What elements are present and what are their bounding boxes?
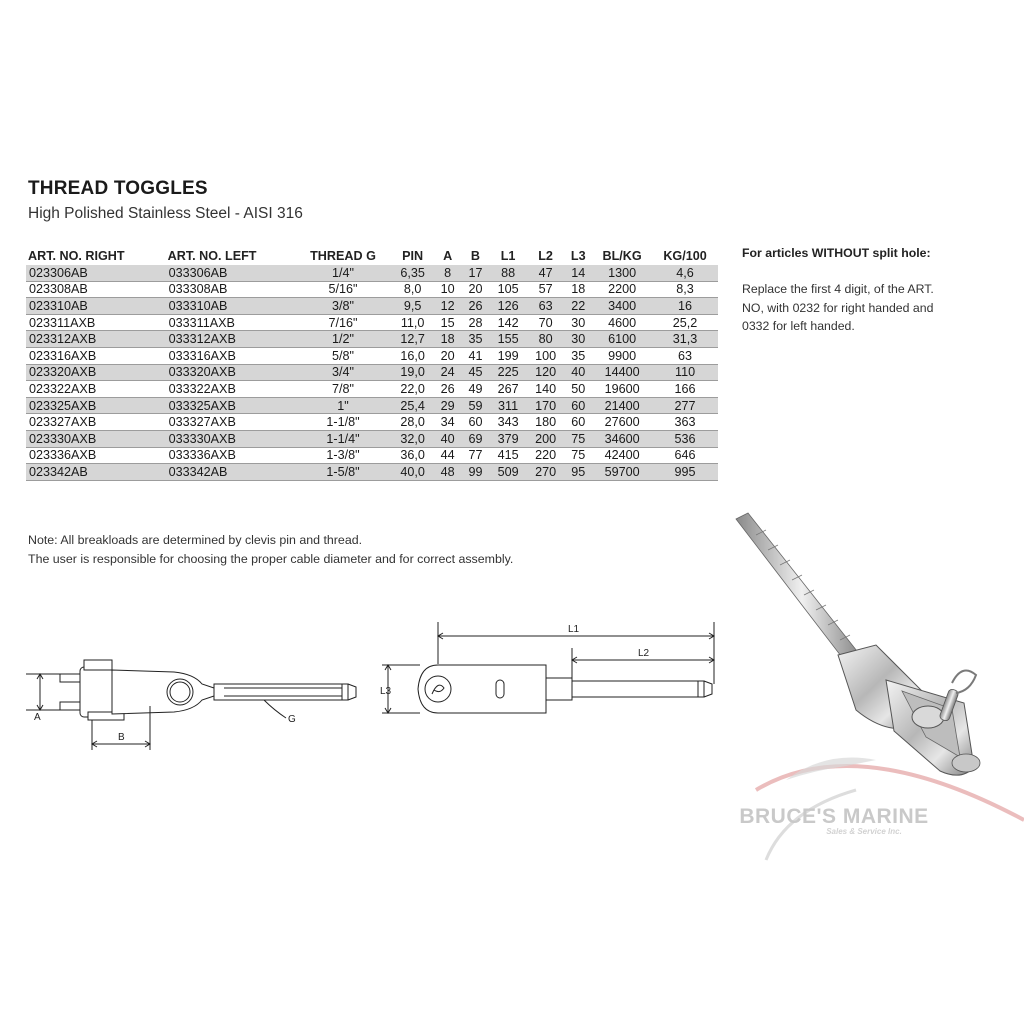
table-row — [26, 347, 718, 364]
table-cell: 11,0 — [391, 314, 433, 331]
table-cell: 1/4" — [295, 265, 392, 281]
brand-watermark-name: BRUCE'S MARINE — [739, 805, 929, 828]
header-row — [26, 246, 718, 265]
table-cell: 15 — [434, 314, 462, 331]
table-cell: 19600 — [592, 381, 652, 398]
table-cell: 033342AB — [166, 464, 295, 481]
table-cell: 20 — [434, 347, 462, 364]
table-row — [26, 430, 718, 447]
table-cell: 311 — [489, 397, 527, 414]
table-cell: 16 — [652, 298, 718, 315]
col-bl-kg: BL/KG — [602, 248, 642, 263]
table-cell: 12 — [434, 298, 462, 315]
table-cell: 88 — [489, 265, 527, 281]
col-thread-g: THREAD G — [310, 248, 376, 263]
table-cell: 32,0 — [391, 430, 433, 447]
table-row — [26, 298, 718, 315]
table-cell: 033325AXB — [166, 397, 295, 414]
table-cell: 22,0 — [391, 381, 433, 398]
toggle-body — [838, 645, 980, 775]
table-cell: 1/2" — [295, 331, 392, 348]
table-cell: 033336AXB — [166, 447, 295, 464]
table-cell: 80 — [527, 331, 565, 348]
table-cell: 267 — [489, 381, 527, 398]
table-cell: 5/16" — [295, 281, 392, 298]
col-art-no-left: ART. NO. LEFT — [167, 248, 257, 263]
table-cell: 18 — [564, 281, 592, 298]
table-cell: 023342AB — [26, 464, 166, 481]
table-cell: 10 — [434, 281, 462, 298]
table-cell: 63 — [527, 298, 565, 315]
table-cell: 95 — [564, 464, 592, 481]
table-cell: 105 — [489, 281, 527, 298]
table-cell: 033312AXB — [166, 331, 295, 348]
table-cell: 023325AXB — [26, 397, 166, 414]
table-cell: 180 — [527, 414, 565, 431]
table-cell: 20 — [462, 281, 490, 298]
table-cell: 3/4" — [295, 364, 392, 381]
table-cell: 26 — [462, 298, 490, 315]
table-cell: 033327AXB — [166, 414, 295, 431]
spec-table-body — [26, 265, 718, 480]
table-cell: 220 — [527, 447, 565, 464]
threaded-stud — [736, 513, 868, 673]
table-cell: 45 — [462, 364, 490, 381]
sidebar-text — [742, 280, 992, 336]
table-cell: 6100 — [592, 331, 652, 348]
brand-watermark-tagline: Sales & Service Inc. — [826, 827, 902, 836]
table-cell: 40 — [434, 430, 462, 447]
notes — [28, 531, 513, 569]
table-cell: 59 — [462, 397, 490, 414]
side-view-drawing — [24, 640, 374, 760]
table-cell: 42400 — [592, 447, 652, 464]
col-a: A — [443, 248, 453, 263]
table-cell: 25,2 — [652, 314, 718, 331]
table-cell: 023306AB — [26, 265, 166, 281]
col-b: B — [470, 248, 480, 263]
table-cell: 1-1/8" — [295, 414, 392, 431]
table-cell: 100 — [527, 347, 565, 364]
table-cell: 75 — [564, 447, 592, 464]
table-cell: 75 — [564, 430, 592, 447]
table-cell: 023320AXB — [26, 364, 166, 381]
table-cell: 9,5 — [391, 298, 433, 315]
sidebar-line: 0332 for left handed. — [742, 319, 855, 333]
table-cell: 3400 — [592, 298, 652, 315]
table-cell: 023308AB — [26, 281, 166, 298]
table-cell: 40,0 — [391, 464, 433, 481]
table-cell: 1-3/8" — [295, 447, 392, 464]
table-cell: 48 — [434, 464, 462, 481]
table-cell: 49 — [462, 381, 490, 398]
col-pin: PIN — [402, 248, 424, 263]
table-cell: 99 — [462, 464, 490, 481]
table-row — [26, 331, 718, 348]
table-cell: 3/8" — [295, 298, 392, 315]
table-cell: 69 — [462, 430, 490, 447]
table-cell: 31,3 — [652, 331, 718, 348]
table-cell: 4,6 — [652, 265, 718, 281]
table-cell: 25,4 — [391, 397, 433, 414]
table-cell: 536 — [652, 430, 718, 447]
table-cell: 142 — [489, 314, 527, 331]
table-cell: 28 — [462, 314, 490, 331]
table-cell: 363 — [652, 414, 718, 431]
col-kg-100: KG/100 — [663, 248, 707, 263]
table-cell: 023316AXB — [26, 347, 166, 364]
table-cell: 033310AB — [166, 298, 295, 315]
table-cell: 1-5/8" — [295, 464, 392, 481]
table-cell: 170 — [527, 397, 565, 414]
table-cell: 59700 — [592, 464, 652, 481]
table-row — [26, 265, 718, 281]
table-cell: 17 — [462, 265, 490, 281]
page-title: THREAD TOGGLES — [28, 178, 208, 199]
table-cell: 343 — [489, 414, 527, 431]
table-cell: 16,0 — [391, 347, 433, 364]
table-cell: 22 — [564, 298, 592, 315]
table-cell: 033330AXB — [166, 430, 295, 447]
table-row — [26, 281, 718, 298]
table-row — [26, 414, 718, 431]
table-cell: 63 — [652, 347, 718, 364]
table-cell: 26 — [434, 381, 462, 398]
page-subtitle: High Polished Stainless Steel - AISI 316 — [28, 205, 303, 222]
note-line: Note: All breakloads are determined by clevis pin and thread. — [28, 533, 363, 547]
note-line: The user is responsible for choosing the proper cable diameter and for correct assembly. — [28, 552, 514, 566]
table-cell: 27600 — [592, 414, 652, 431]
table-cell: 14400 — [592, 364, 652, 381]
table-cell: 21400 — [592, 397, 652, 414]
table-cell: 270 — [527, 464, 565, 481]
table-cell: 023322AXB — [26, 381, 166, 398]
table-cell: 14 — [564, 265, 592, 281]
brand-watermark — [724, 805, 944, 836]
table-cell: 4600 — [592, 314, 652, 331]
table-row — [26, 447, 718, 464]
table-cell: 60 — [564, 397, 592, 414]
table-cell: 225 — [489, 364, 527, 381]
table-cell: 1-1/4" — [295, 430, 392, 447]
dim-label-l2: L2 — [638, 648, 650, 659]
table-cell: 277 — [652, 397, 718, 414]
table-cell: 6,35 — [391, 265, 433, 281]
table-cell: 34600 — [592, 430, 652, 447]
dim-label-g: G — [288, 714, 296, 725]
table-row — [26, 314, 718, 331]
table-cell: 1300 — [592, 265, 652, 281]
col-l3: L3 — [570, 248, 586, 263]
table-cell: 8,0 — [391, 281, 433, 298]
table-cell: 995 — [652, 464, 718, 481]
table-cell: 200 — [527, 430, 565, 447]
table-cell: 7/8" — [295, 381, 392, 398]
table-cell: 44 — [434, 447, 462, 464]
table-row — [26, 397, 718, 414]
table-cell: 29 — [434, 397, 462, 414]
table-cell: 50 — [564, 381, 592, 398]
sidebar-heading: For articles WITHOUT split hole: — [742, 246, 931, 260]
table-cell: 57 — [527, 281, 565, 298]
table-cell: 60 — [462, 414, 490, 431]
table-cell: 415 — [489, 447, 527, 464]
table-cell: 60 — [564, 414, 592, 431]
table-cell: 023311AXB — [26, 314, 166, 331]
table-cell: 7/16" — [295, 314, 392, 331]
table-cell: 77 — [462, 447, 490, 464]
table-cell: 023327AXB — [26, 414, 166, 431]
table-cell: 18 — [434, 331, 462, 348]
table-cell: 033306AB — [166, 265, 295, 281]
table-cell: 120 — [527, 364, 565, 381]
table-cell: 033322AXB — [166, 381, 295, 398]
table-cell: 140 — [527, 381, 565, 398]
table-cell: 36,0 — [391, 447, 433, 464]
spec-table — [26, 246, 718, 481]
table-cell: 12,7 — [391, 331, 433, 348]
table-cell: 126 — [489, 298, 527, 315]
table-cell: 19,0 — [391, 364, 433, 381]
table-cell: 24 — [434, 364, 462, 381]
sidebar-line: Replace the first 4 digit, of the ART. — [742, 282, 934, 296]
table-cell: 70 — [527, 314, 565, 331]
table-row — [26, 381, 718, 398]
table-cell: 155 — [489, 331, 527, 348]
table-cell: 199 — [489, 347, 527, 364]
table-cell: 30 — [564, 331, 592, 348]
table-cell: 033320AXB — [166, 364, 295, 381]
table-cell: 646 — [652, 447, 718, 464]
spec-table-header — [26, 246, 718, 265]
table-cell: 30 — [564, 314, 592, 331]
table-cell: 35 — [564, 347, 592, 364]
col-art-no-right: ART. NO. RIGHT — [28, 248, 125, 263]
table-cell: 41 — [462, 347, 490, 364]
table-row — [26, 364, 718, 381]
table-row — [26, 464, 718, 481]
table-cell: 47 — [527, 265, 565, 281]
dim-label-l3: L3 — [380, 686, 392, 697]
dim-label-b: B — [118, 732, 125, 743]
table-cell: 166 — [652, 381, 718, 398]
dim-label-l1: L1 — [568, 624, 580, 635]
table-cell: 34 — [434, 414, 462, 431]
table-cell: 40 — [564, 364, 592, 381]
col-l2: L2 — [538, 248, 553, 263]
table-cell: 2200 — [592, 281, 652, 298]
table-cell: 023330AXB — [26, 430, 166, 447]
thread-toggle-photo — [726, 505, 1016, 795]
table-cell: 033311AXB — [166, 314, 295, 331]
table-cell: 110 — [652, 364, 718, 381]
table-cell: 8 — [434, 265, 462, 281]
table-cell: 023312AXB — [26, 331, 166, 348]
table-cell: 8,3 — [652, 281, 718, 298]
top-view-drawing — [376, 618, 716, 728]
table-cell: 379 — [489, 430, 527, 447]
dim-label-a: A — [34, 712, 41, 723]
table-cell: 033316AXB — [166, 347, 295, 364]
table-cell: 1" — [295, 397, 392, 414]
table-cell: 509 — [489, 464, 527, 481]
table-cell: 023336AXB — [26, 447, 166, 464]
table-cell: 28,0 — [391, 414, 433, 431]
sidebar-line: NO, with 0232 for right handed and — [742, 300, 934, 315]
table-cell: 35 — [462, 331, 490, 348]
table-cell: 033308AB — [166, 281, 295, 298]
table-cell: 5/8" — [295, 347, 392, 364]
table-cell: 023310AB — [26, 298, 166, 315]
table-cell: 9900 — [592, 347, 652, 364]
col-l1: L1 — [500, 248, 516, 263]
